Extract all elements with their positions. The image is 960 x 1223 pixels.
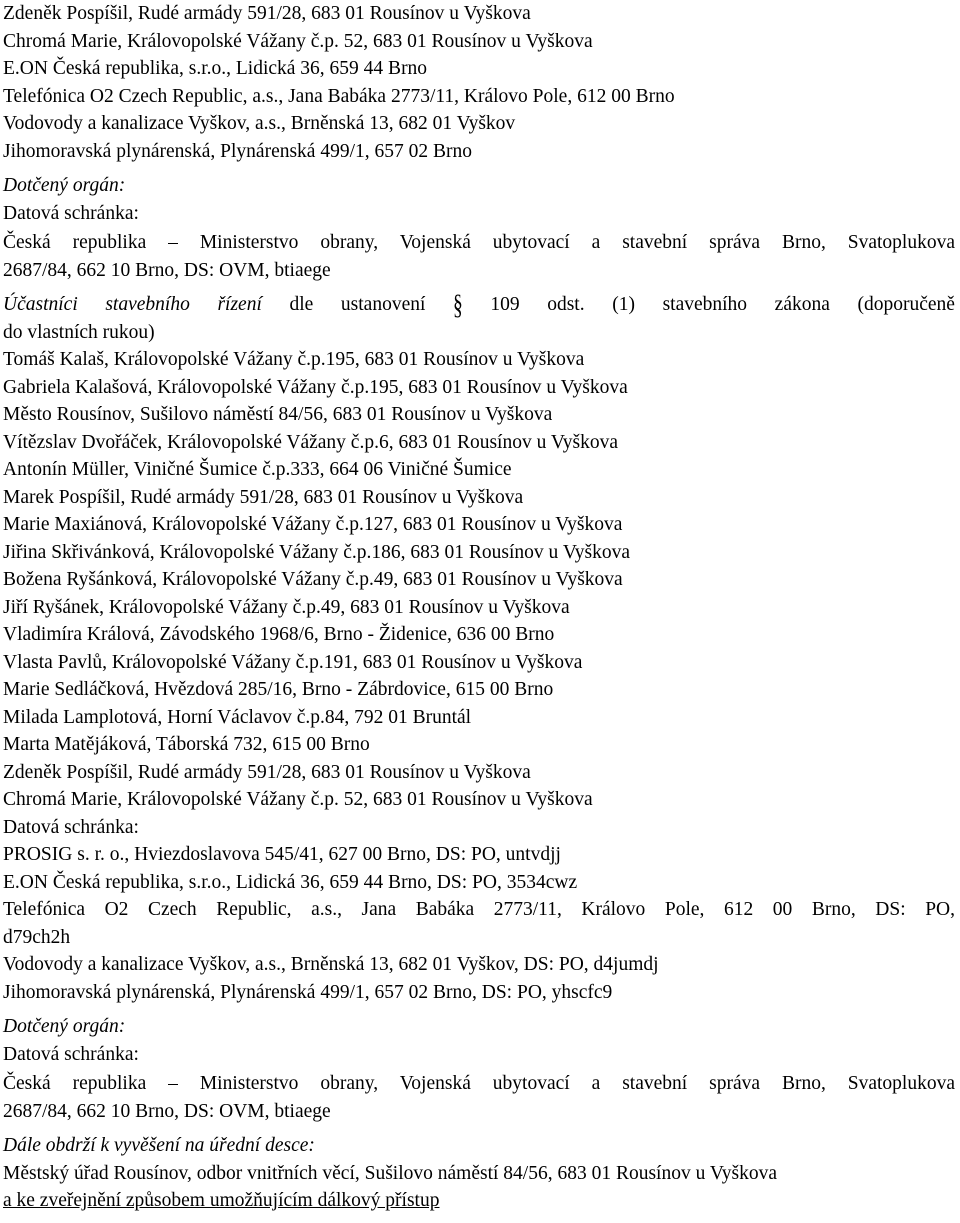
heading-word: 109 <box>490 294 520 315</box>
list-item: Marta Matějáková, Táborská 732, 615 00 Brno <box>3 734 370 755</box>
spacer <box>3 284 955 291</box>
list-item: Vítězslav Dvořáček, Královopolské Vážany č.p.6, 683 01 Rousínov u Vyškova <box>3 431 619 453</box>
heading-word: stavebního <box>662 294 748 315</box>
notice-board-recipient: Městský úřad Rousínov, odbor vnitřních věcí, Sušilovo náměstí 84/56, 683 01 Rousínov u Vyškova <box>3 1162 778 1184</box>
affected-authority-section <box>3 172 955 284</box>
list-item: Gabriela Kalašová, Královopolské Vážany č.p.195, 683 01 Rousínov u Vyškova <box>3 376 628 398</box>
list-item: Marie Sedláčková, Hvězdová 285/16, Brno - Zábrdovice, 615 00 Brno <box>3 679 554 700</box>
participant-list <box>3 346 955 814</box>
participants-heading <box>3 290 955 322</box>
recipient-line: Vodovody a kanalizace Vyškov, a.s., Brněnská 13, 682 01 Vyškov <box>3 113 516 134</box>
recipient-line: Jihomoravská plynárenská, Plynárenská 499/1, 657 02 Brno <box>3 140 473 162</box>
recipient-line: Chromá Marie, Královopolské Vážany č.p. 52, 683 01 Rousínov u Vyškova <box>3 30 593 52</box>
notice-board-heading: Dále obdrží k vyvěšení na úřední desce: <box>3 1135 315 1156</box>
list-item: Chromá Marie, Královopolské Vážany č.p. 52, 683 01 Rousínov u Vyškova <box>3 789 593 810</box>
recipient-line: E.ON Česká republika, s.r.o., Lidická 36, 659 44 Brno <box>3 58 428 79</box>
list-item: Vodovody a kanalizace Vyškov, a.s., Brněnská 13, 682 01 Vyškov, DS: PO, d4jumdj <box>3 954 659 975</box>
section-sign-icon: § <box>453 290 463 322</box>
heading-word: stavebního <box>105 294 190 315</box>
list-item: PROSIG s. r. o., Hviezdoslavova 545/41, 627 00 Brno, DS: PO, untvdjj <box>3 844 561 865</box>
ministry-address-line-2: 2687/84, 662 10 Brno, DS: OVM, btiaege <box>3 1100 331 1122</box>
recipient-line: Telefónica O2 Czech Republic, a.s., Jana Babáka 2773/11, Královo Pole, 612 00 Brno <box>3 85 675 107</box>
participants-section <box>3 291 955 814</box>
ministry-address-line-1: Česká republika – Ministerstvo obrany, Vojenská ubytovací a stavební správa Brno, Svatoplukova <box>3 232 955 253</box>
list-item: Jiří Ryšánek, Královopolské Vážany č.p.49, 683 01 Rousínov u Vyškova <box>3 596 570 618</box>
spacer <box>3 1125 955 1132</box>
affected-authority-heading: Dotčený orgán: <box>3 175 126 196</box>
list-item: Marek Pospíšil, Rudé armády 591/28, 683 01 Rousínov u Vyškova <box>3 486 524 508</box>
remote-access-publication-note: a ke zveřejnění způsobem umožňujícím dálkový přístup <box>3 1190 440 1211</box>
heading-word: (1) <box>612 294 635 315</box>
heading-word: dle <box>289 294 314 315</box>
top-recipient-list <box>3 0 955 165</box>
spacer <box>3 1006 955 1013</box>
heading-word: Účastníci <box>3 294 78 315</box>
notice-board-line-2-wrap <box>3 1187 955 1215</box>
affected-authority-section-2 <box>3 1013 955 1125</box>
participants-heading-line-2: do vlastních rukou) <box>3 321 155 343</box>
document-page <box>3 0 955 1215</box>
data-box-label: Datová schránka: <box>3 1043 139 1065</box>
spacer <box>3 165 955 172</box>
heading-word: řízení <box>217 294 262 315</box>
list-item: Jiřina Skřivánková, Královopolské Vážany č.p.186, 683 01 Rousínov u Vyškova <box>3 541 630 563</box>
data-box-section <box>3 814 955 1007</box>
list-item: Zdeněk Pospíšil, Rudé armády 591/28, 683 01 Rousínov u Vyškova <box>3 761 531 783</box>
list-item: Milada Lamplotová, Horní Václavov č.p.84, 792 01 Bruntál <box>3 706 472 728</box>
list-item: Božena Ryšánková, Královopolské Vážany č.p.49, 683 01 Rousínov u Vyškova <box>3 569 623 590</box>
list-item: Jihomoravská plynárenská, Plynárenská 499/1, 657 02 Brno, DS: PO, yhscfc9 <box>3 981 613 1003</box>
list-item: Vladimíra Králová, Závodského 1968/6, Brno - Židenice, 636 00 Brno <box>3 624 555 645</box>
affected-authority-heading: Dotčený orgán: <box>3 1016 126 1037</box>
list-item: Město Rousínov, Sušilovo náměstí 84/56, 683 01 Rousínov u Vyškova <box>3 404 553 425</box>
notice-board-section <box>3 1132 955 1215</box>
list-item: E.ON Česká republika, s.r.o., Lidická 36, 659 44 Brno, DS: PO, 3534cwz <box>3 871 578 893</box>
ministry-address-line-1: Česká republika – Ministerstvo obrany, Vojenská ubytovací a stavební správa Brno, Svatoplukova <box>3 1073 955 1094</box>
data-box-label: Datová schránka: <box>3 816 139 838</box>
list-item: Telefónica O2 Czech Republic, a.s., Jana Babáka 2773/11, Královo Pole, 612 00 Brno, DS: PO, <box>3 899 955 920</box>
heading-word: (doporučeně <box>857 294 955 315</box>
list-item: Antonín Müller, Viničné Šumice č.p.333, 664 06 Viničné Šumice <box>3 459 512 480</box>
recipient-line: Zdeněk Pospíšil, Rudé armády 591/28, 683 01 Rousínov u Vyškova <box>3 3 531 24</box>
list-item: Tomáš Kalaš, Královopolské Vážany č.p.195, 683 01 Rousínov u Vyškova <box>3 349 585 370</box>
list-item: Marie Maxiánová, Královopolské Vážany č.p.127, 683 01 Rousínov u Vyškova <box>3 514 623 535</box>
heading-word: zákona <box>774 294 830 315</box>
heading-word: ustanovení <box>340 294 426 315</box>
data-box-label: Datová schránka: <box>3 202 139 224</box>
list-item: Vlasta Pavlů, Královopolské Vážany č.p.191, 683 01 Rousínov u Vyškova <box>3 651 583 673</box>
heading-word: odst. <box>547 294 585 315</box>
ministry-address-line-2: 2687/84, 662 10 Brno, DS: OVM, btiaege <box>3 259 331 281</box>
list-item-continuation: d79ch2h <box>3 926 71 948</box>
